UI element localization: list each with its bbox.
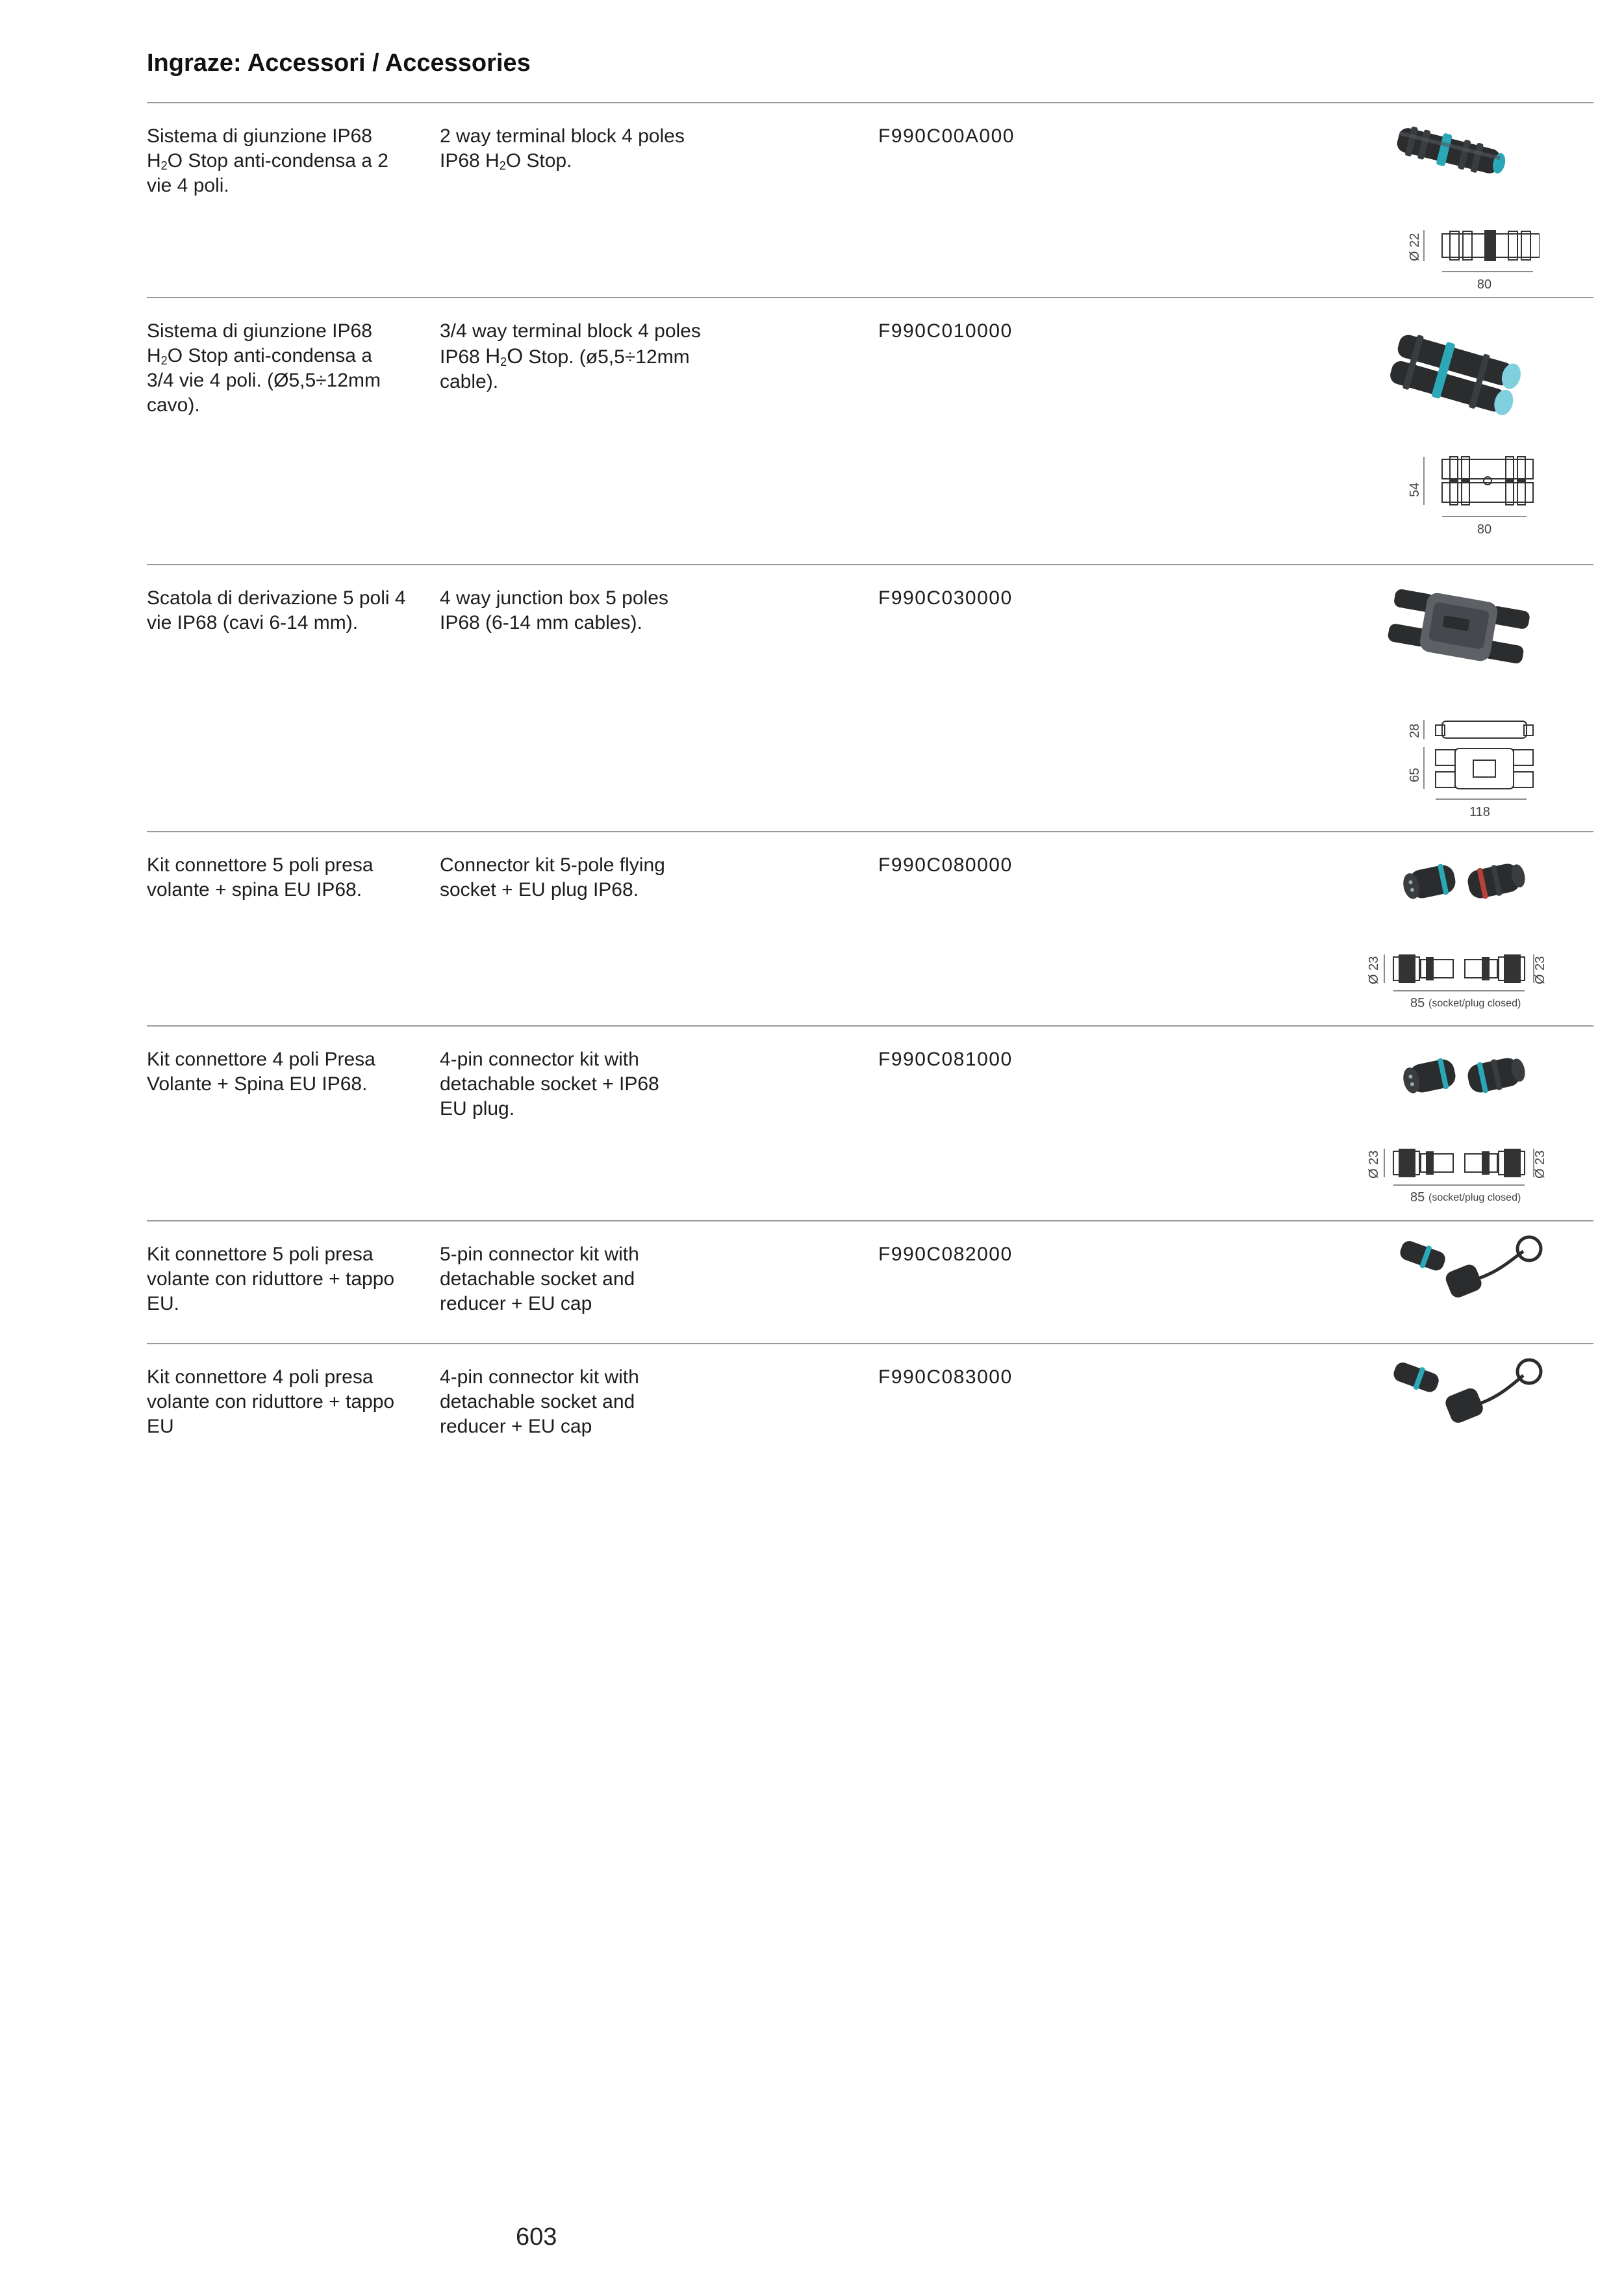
product-photo-icon	[1397, 1043, 1527, 1108]
description-italian: Kit connettore 5 poli presa volante + spina EU IP68.	[147, 854, 374, 901]
technical-drawing-icon	[1361, 1136, 1562, 1210]
description-italian: Kit connettore 4 poli Presa Volante + Spina EU IP68.	[147, 1049, 375, 1095]
description-italian: Sistema di giunzione IP68 $H_2O$ Stop anti-condensa a 2 vie 4 poli.	[147, 125, 388, 196]
product-code: F990C080000	[878, 854, 1013, 876]
product-photo-icon	[1384, 1353, 1546, 1431]
description-italian: Kit connettore 4 poli presa volante con riduttore + tappo EU	[147, 1366, 395, 1437]
dimension-label: Ø 22	[1408, 233, 1422, 261]
technical-drawing-icon	[1397, 445, 1540, 549]
product-code: F990C081000	[878, 1049, 1013, 1070]
dimension-label: 85	[1410, 1190, 1425, 1205]
description-english: 2 way terminal block 4 poles IP68 $H_2O$ Stop.	[440, 125, 685, 172]
dimension-note: (socket/plug closed)	[1428, 998, 1521, 1009]
product-row	[0, 564, 1624, 831]
description-english: 4-pin connector kit with detachable socket + IP68 EU plug.	[440, 1049, 659, 1119]
product-photo-icon	[1384, 115, 1514, 186]
technical-drawing-icon	[1397, 216, 1540, 290]
dimension-label: 85	[1410, 996, 1425, 1010]
product-photo-icon	[1397, 849, 1527, 914]
dimension-label: 80	[1477, 277, 1492, 290]
product-row	[0, 297, 1624, 564]
dimension-note: (socket/plug closed)	[1428, 1192, 1521, 1203]
dimension-label: Ø 23	[1367, 956, 1381, 984]
technical-drawing-icon	[1397, 712, 1540, 823]
description-english: 4-pin connector kit with detachable socket and reducer + EU cap	[440, 1366, 639, 1437]
description-english: 5-pin connector kit with detachable socket and reducer + EU cap	[440, 1244, 639, 1314]
product-code: F990C00A000	[878, 125, 1015, 147]
dimension-label: 80	[1477, 522, 1492, 537]
product-code: F990C010000	[878, 320, 1013, 342]
product-code: F990C030000	[878, 587, 1013, 609]
page-title: Ingraze: Accessori / Accessories	[147, 49, 531, 77]
product-row	[0, 1025, 1624, 1220]
product-row	[0, 102, 1624, 297]
page-number: 603	[516, 2223, 557, 2251]
description-italian: Scatola di derivazione 5 poli 4 vie IP68 (cavi 6-14 mm).	[147, 587, 406, 633]
dimension-label: 65	[1408, 767, 1422, 782]
product-photo-icon	[1390, 1232, 1546, 1310]
dimension-label: 54	[1408, 482, 1422, 497]
product-row	[0, 1343, 1624, 1473]
h2o-part: $H_2O$	[147, 150, 183, 172]
dimension-label: 28	[1408, 723, 1422, 738]
description-english: Connector kit 5-pole flying socket + EU plug IP68.	[440, 854, 665, 901]
dimension-label: Ø 23	[1533, 1150, 1547, 1179]
technical-drawing-icon	[1361, 941, 1562, 1016]
product-row	[0, 831, 1624, 1025]
product-row	[0, 1220, 1624, 1343]
description-italian: Kit connettore 5 poli presa volante con riduttore + tappo EU.	[147, 1244, 395, 1314]
description-english: 3/4 way terminal block 4 poles IP68 $H_2O$ Stop. (ø5,5÷12mm cable).	[440, 320, 701, 392]
product-photo-icon	[1384, 580, 1533, 678]
product-code: F990C083000	[878, 1366, 1013, 1388]
product-photo-icon	[1380, 323, 1530, 420]
description-italian: Sistema di giunzione IP68 $H_2O$ Stop anti-condensa a 3/4 vie 4 poli. (Ø5,5÷12mm cavo).	[147, 320, 381, 416]
dimension-label: 118	[1469, 805, 1490, 819]
product-code: F990C082000	[878, 1244, 1013, 1265]
dimension-label: Ø 23	[1533, 956, 1547, 984]
dimension-label: Ø 23	[1367, 1150, 1381, 1179]
description-english: 4 way junction box 5 poles IP68 (6-14 mm cables).	[440, 587, 668, 633]
